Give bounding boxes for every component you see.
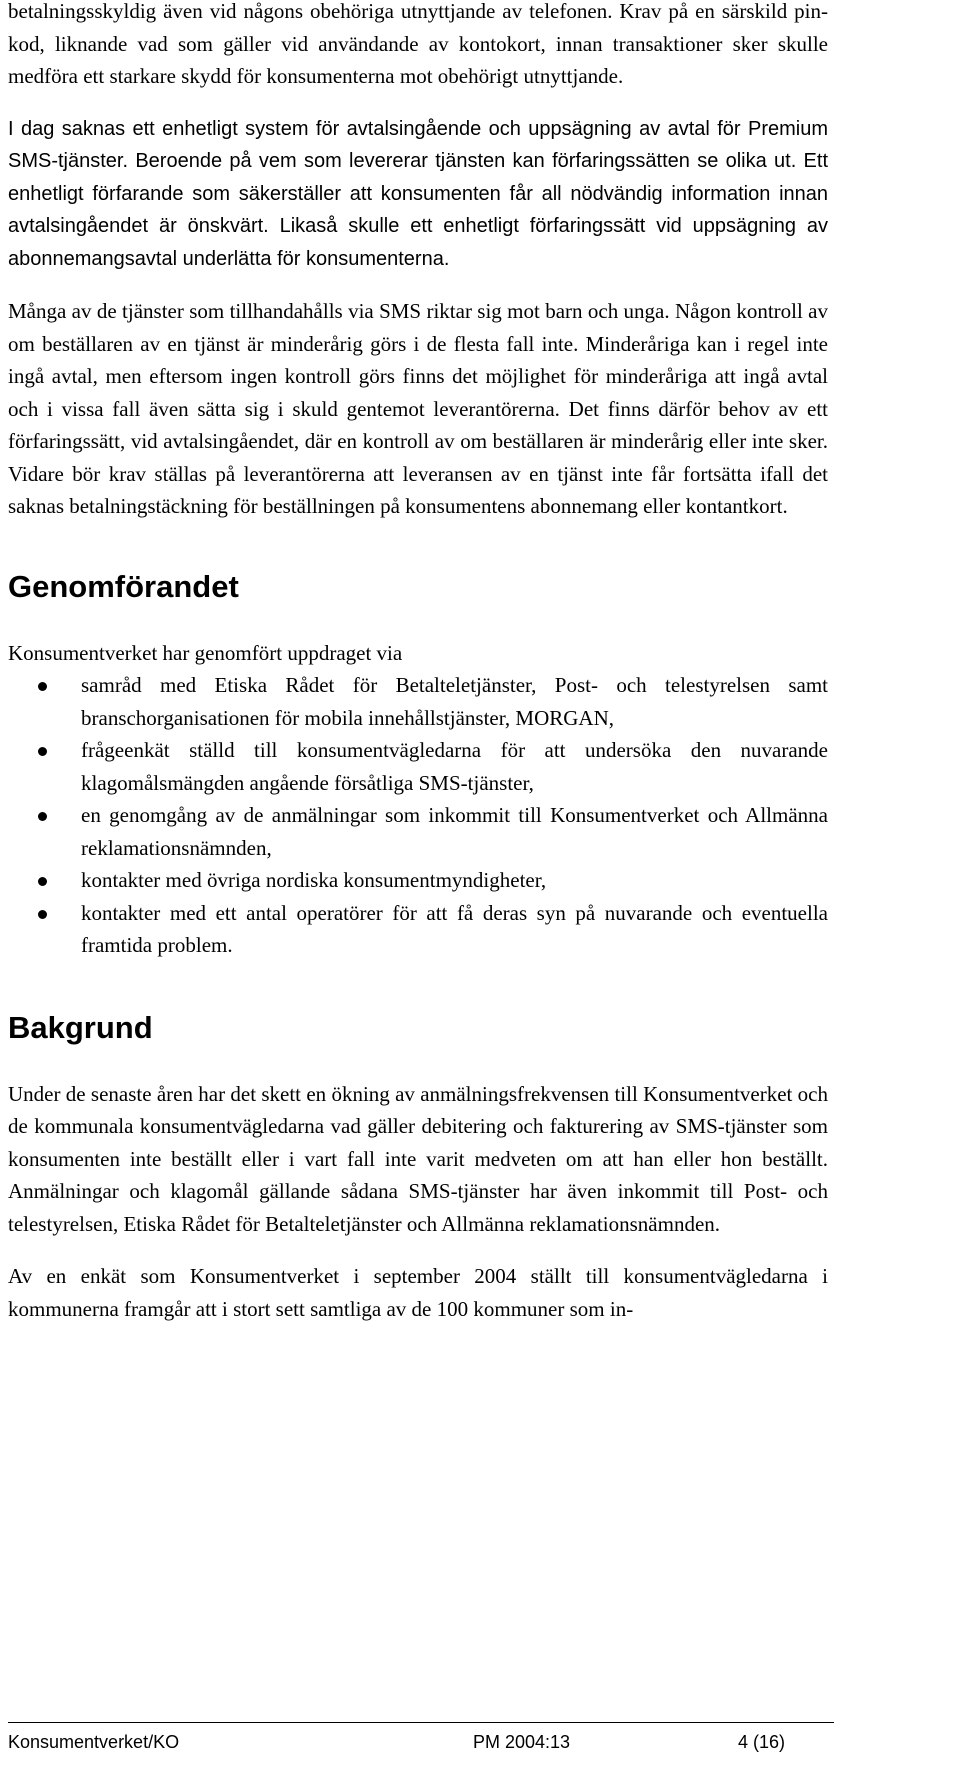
bullet-icon (38, 682, 47, 691)
bullet-icon (38, 812, 47, 821)
bullet-item (8, 734, 828, 799)
enkat-paragraph: Av en enkät som Konsumentverket i september 2004 ställt till konsumentvägledarna i kommunerna framgår att i stort sett samtliga av de 100 kommuner som in- (8, 1264, 828, 1321)
footer-page-number: 4 (16) (738, 1732, 786, 1752)
bakgrund-paragraph: Under de senaste åren har det skett en ökning av anmälningsfrekvensen till Konsumentverket och de kommunala konsumentvägledarna vad gäller debitering och fakturering av SMS-tjänster som konsumenten inte beställt eller i vart fall inte varit medveten om att han eller hon beställt. Anmälningar och klagomål gällande sådana SMS-tjänster har även inkommit till Post- och telestyrelsen, Etiska Rådet för Betalteletjänster och Allmänna reklamationsnämnden. (8, 1081, 828, 1236)
bullet-item (8, 864, 828, 897)
intro-continuation-paragraph: betalningsskyldig även vid någons obehöriga utnyttjande av telefonen. Krav på en särskild pin-kod, liknande vad som gäller vid användande av kontokort, innan transaktioner sker skulle medföra ett starkare skydd för konsumenterna mot obehörigt utnyttjande. (8, 0, 828, 88)
genomforandet-bullet-list (8, 669, 828, 962)
bullet-item (8, 669, 828, 734)
genomforandet-intro: Konsumentverket har genomfört uppdraget via (8, 640, 403, 665)
bullet-text: samråd med Etiska Rådet för Betalteletjänster, Post- och telestyrelsen samt branschorganisationen för mobila innehållstjänster, MORGAN, (81, 673, 828, 730)
bullet-item (8, 897, 828, 962)
footer-document-id: PM 2004:13 (473, 1732, 571, 1752)
bakgrund-heading: Bakgrund (8, 1009, 153, 1045)
minors-paragraph: Många av de tjänster som tillhandahålls via SMS riktar sig mot barn och unga. Någon kontroll av om beställaren av en tjänst är minderårig görs i de flesta fall inte. Minderåriga kan i regel inte ingå avtal, men eftersom ingen kontroll görs finns det möjlighet för minderåriga att ingå avtal och i vissa fall även sätta sig i skuld gentemot leverantörerna. Det finns därför behov av ett förfaringssätt, vid avtalsingåendet, där en kontroll av om beställaren är minderårig eller inte sker. Vidare bör krav ställas på leverantörerna att leveransen av en tjänst inte får fortsätta ifall det saknas betalningstäckning för beställningen på konsumentens abonnemang eller kontantkort. (8, 299, 828, 518)
system-paragraph: I dag saknas ett enhetligt system för avtalsingående och uppsägning av avtal för Premium SMS-tjänster. Beroende på vem som levererar tjänsten kan förfaringssätten se olika ut. Ett enhetligt förfarande som säkerställer att konsumenten får all nödvändig information innan avtalsingåendet är önskvärt. Likaså skulle ett enhetligt förfaringssätt vid uppsägning av abonnemangsavtal underlätta för konsumenterna. (8, 117, 828, 270)
bullet-text: frågeenkät ställd till konsumentvägledarna för att undersöka den nuvarande klagomålsmängden angående försåtliga SMS-tjänster, (81, 738, 828, 795)
footer-divider (8, 1722, 834, 1723)
bullet-icon (38, 747, 47, 756)
bullet-item (8, 799, 828, 864)
bullet-text: en genomgång av de anmälningar som inkommit till Konsumentverket och Allmänna reklamationsnämnden, (81, 803, 828, 860)
footer-organization: Konsumentverket/KO (8, 1732, 180, 1752)
bullet-text: kontakter med övriga nordiska konsumentmyndigheter, (81, 868, 547, 892)
genomforandet-heading: Genomförandet (8, 568, 239, 604)
bullet-icon (38, 877, 47, 886)
document-body (8, 0, 828, 1325)
bullet-icon (38, 910, 47, 919)
bullet-text: kontakter med ett antal operatörer för att få deras syn på nuvarande och eventuella framtida problem. (81, 900, 828, 957)
